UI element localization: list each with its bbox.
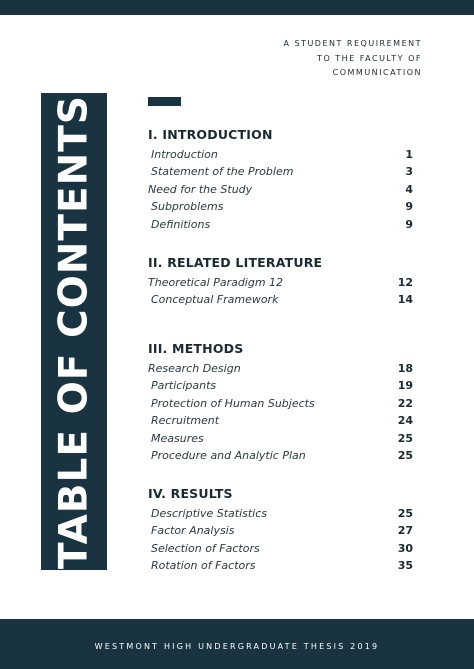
entry-label: Theoretical Paradigm 12 [148,276,284,289]
entry-page: 24 [397,414,413,428]
toc-entry[interactable] [148,379,413,396]
entry-page: 18 [397,362,413,375]
entry-label: Procedure and Analytic Plan [151,448,306,462]
entry-page: 25 [397,507,413,520]
toc-entry[interactable] [148,200,413,217]
entry-page: 22 [397,396,413,410]
section-title: II. RELATED LITERATURE [148,255,323,270]
requirement-text [222,37,422,81]
footer-text: WESTMONT HIGH UNDERGRADUATE THESIS 2019 [94,642,380,651]
toc-entry[interactable] [148,559,413,576]
toc-entry[interactable] [148,148,413,165]
accent-rectangle [148,97,181,106]
toc-entry[interactable] [148,524,413,541]
entry-page: 25 [397,448,413,462]
section-title: IV. RESULTS [148,486,233,501]
toc-entry[interactable] [148,432,413,449]
toc-section-introduction [148,127,413,235]
entry-label: Factor Analysis [151,524,235,538]
toc-section-results [148,486,413,577]
requirement-line: TO THE FACULTY OF [317,53,422,63]
entry-page: 1 [405,148,413,161]
entry-page: 27 [397,524,413,538]
page-title: TABLE OF CONTENTS [51,94,97,569]
entry-label: Recruitment [151,414,220,428]
entry-page: 14 [397,293,413,307]
top-band [0,0,474,15]
entry-label: Measures [151,431,204,445]
entry-label: Participants [151,379,217,393]
entry-label: Protection of Human Subjects [151,396,315,410]
toc-entry[interactable] [148,542,413,559]
entry-page: 9 [405,217,413,231]
entry-label: Definitions [151,217,211,231]
entry-page: 3 [405,165,413,179]
section-title: I. INTRODUCTION [148,127,273,142]
toc-entry[interactable] [148,218,413,235]
entry-label: Selection of Factors [151,541,260,555]
requirement-line: COMMUNICATION [332,68,422,77]
side-title-bar [41,93,107,570]
toc-entry[interactable] [148,165,413,182]
entry-label: Research Design [148,362,241,375]
entry-page: 4 [405,182,413,196]
entry-label: Introduction [151,148,218,161]
entry-label: Descriptive Statistics [151,507,268,520]
toc-entry[interactable] [148,293,413,310]
toc-entry[interactable] [148,449,413,466]
entry-page: 19 [397,379,413,393]
entry-page: 12 [397,276,413,289]
toc-section-related-literature [148,255,413,311]
requirement-line: A STUDENT REQUIREMENT [283,39,422,48]
section-title: III. METHODS [148,341,244,356]
toc-entry[interactable] [148,183,413,200]
toc-entry[interactable] [148,414,413,431]
toc-section-methods [148,341,413,466]
toc-entry[interactable] [148,507,413,524]
entry-page: 9 [405,200,413,214]
entry-page: 35 [397,559,413,573]
toc-entry[interactable] [148,276,413,293]
entry-label: Need for the Study [148,182,253,196]
entry-page: 30 [397,541,413,555]
entry-label: Subproblems [151,200,224,214]
toc-entry[interactable] [148,397,413,414]
entry-label: Conceptual Framework [151,293,279,307]
entry-label: Rotation of Factors [151,559,256,573]
toc-entry[interactable] [148,362,413,379]
entry-label: Statement of the Problem [151,165,294,179]
entry-page: 25 [397,431,413,445]
